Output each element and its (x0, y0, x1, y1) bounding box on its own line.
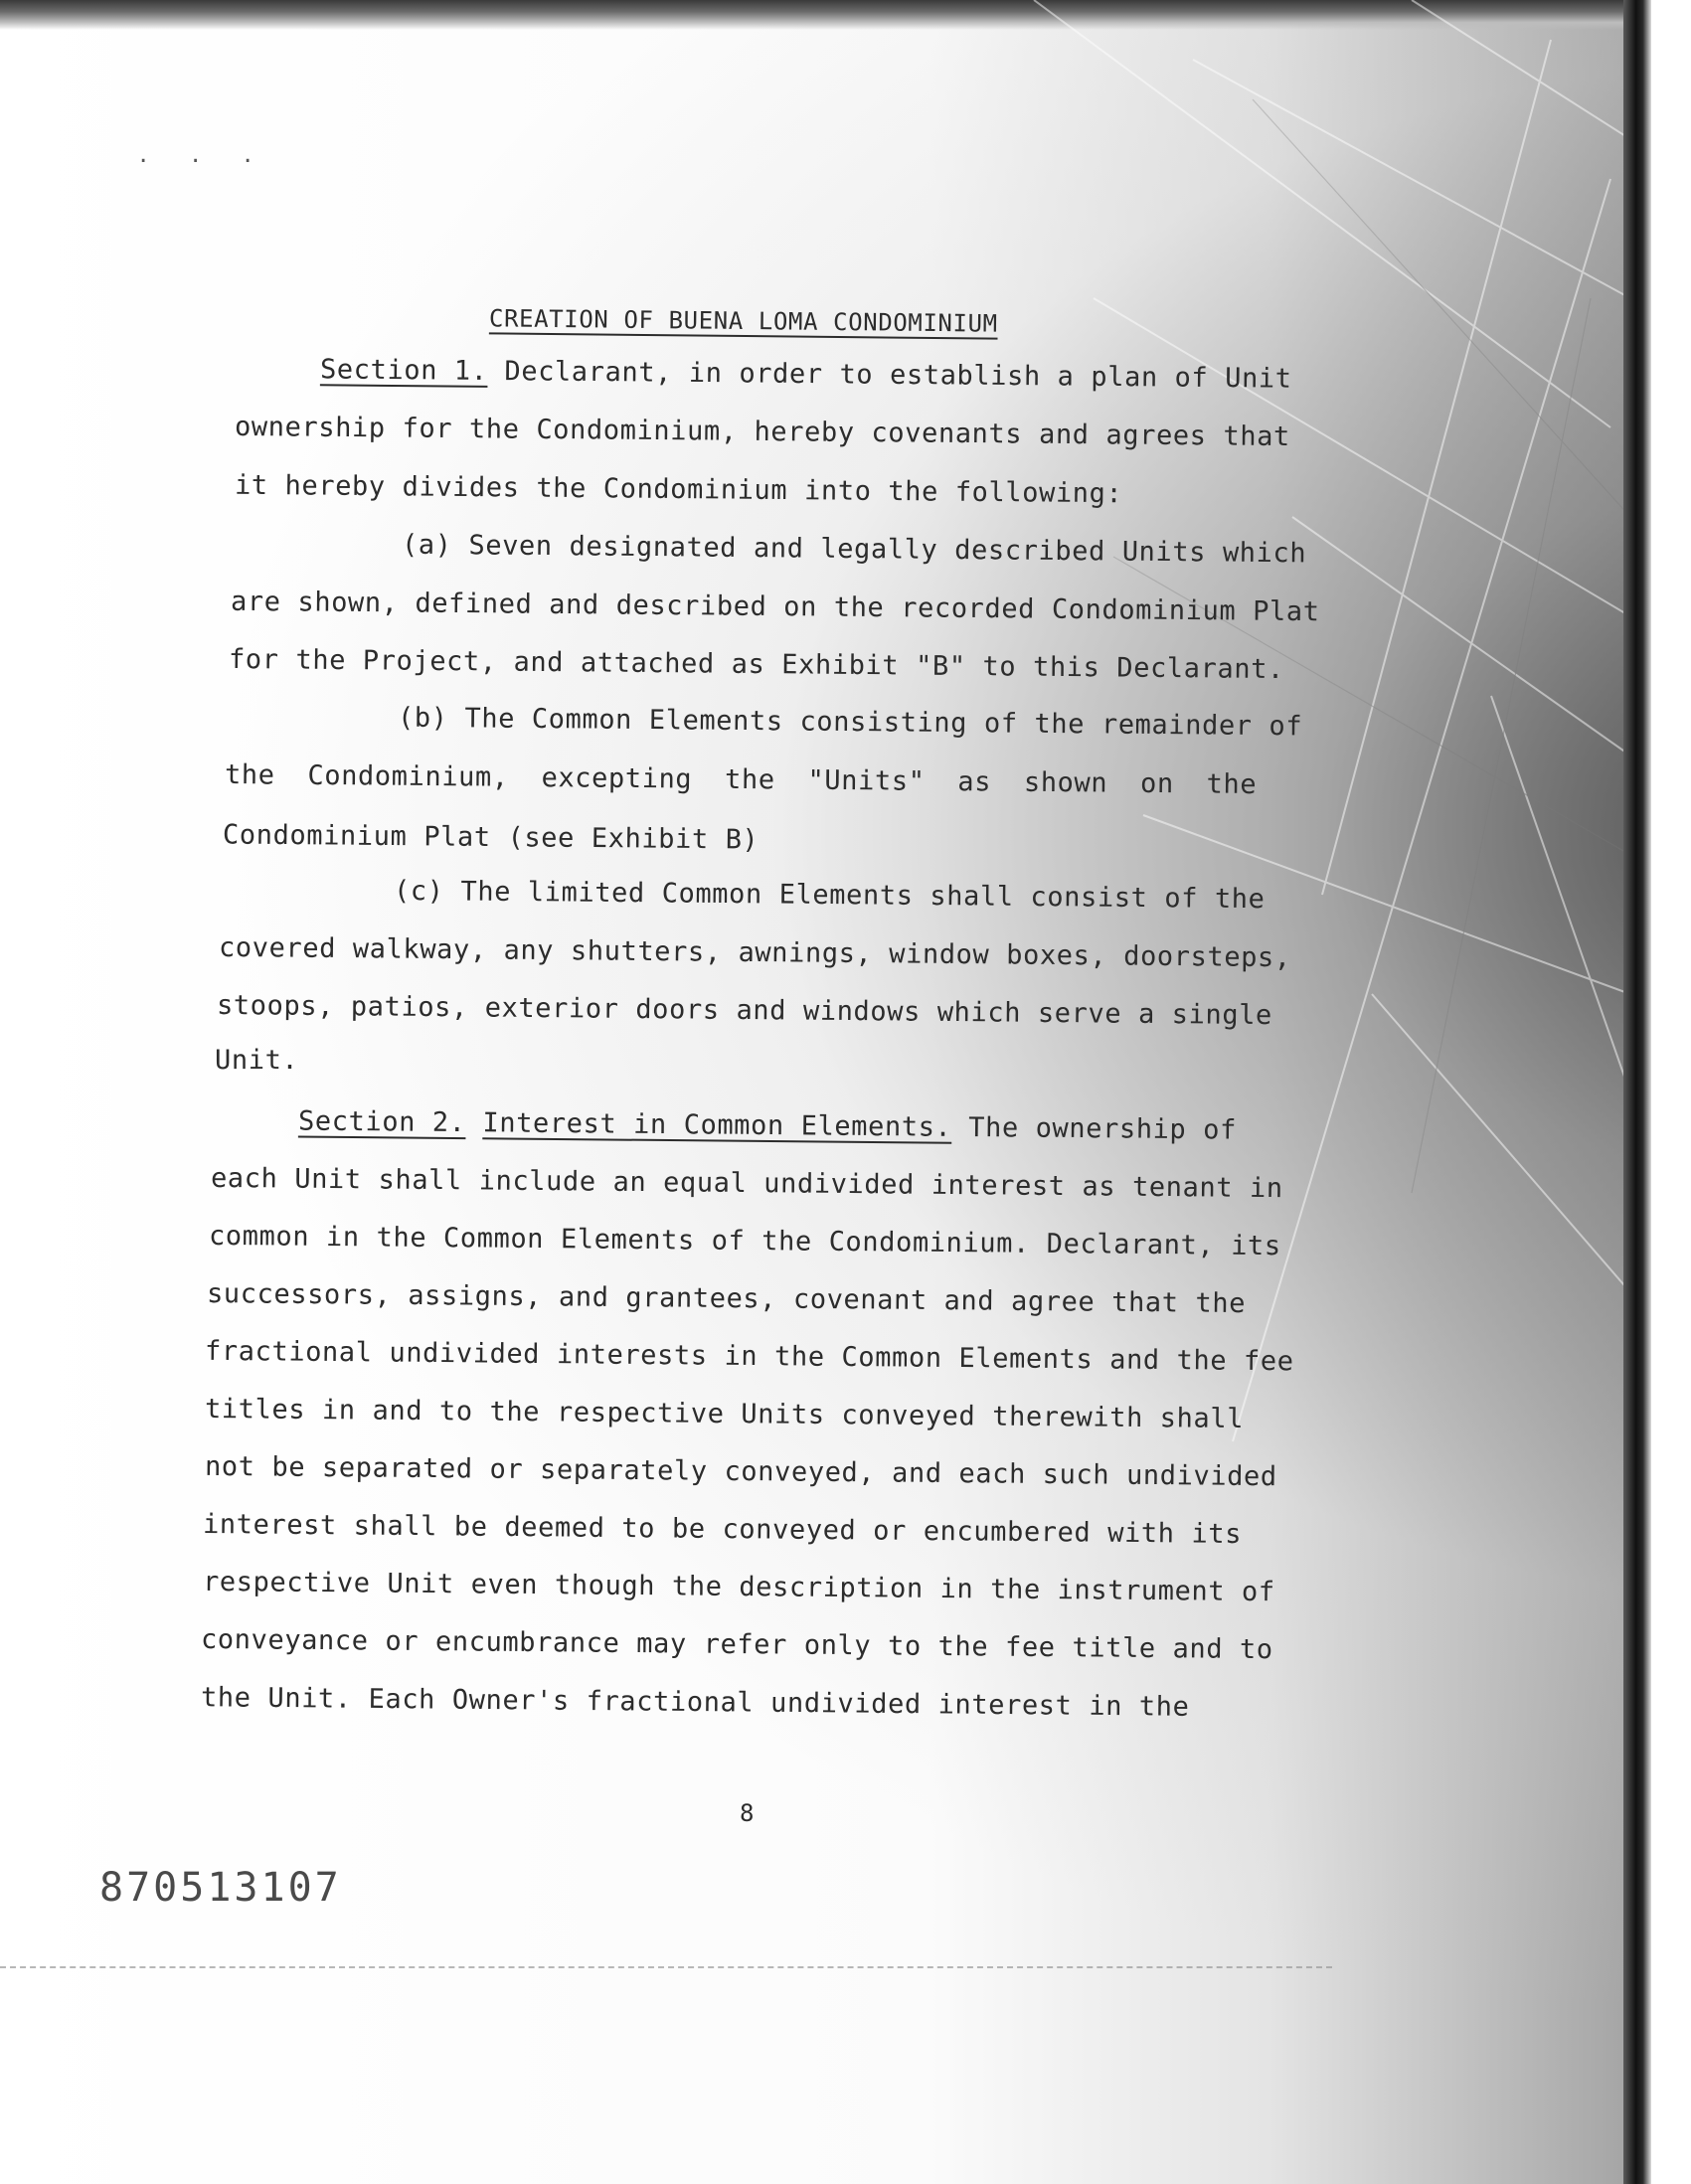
section2-line1-rest: The ownership of (951, 1111, 1238, 1146)
scan-scratches (994, 0, 1630, 1491)
item-b-line: Condominium Plat (see Exhibit B) (222, 819, 760, 856)
section2-line: conveyance or encumbrance may refer only to the fee title and to (200, 1623, 1273, 1666)
item-a-first: (a) Seven designated and legally described Units which (401, 529, 1307, 570)
recording-stamp-number: 870513107 (99, 1865, 342, 1911)
section2-line: the Unit. Each Owner's fractional undivided interest in the (200, 1682, 1190, 1723)
item-a-line: for the Project, and attached as Exhibit "B" to this Declarant. (228, 643, 1285, 686)
section2-line: not be separated or separately conveyed, and each such undivided (204, 1450, 1277, 1493)
item-b-line: the Condominium, excepting the "Units" as shown on the (224, 759, 1258, 800)
section2-line: respective Unit even though the description in the instrument of (202, 1566, 1275, 1608)
margin-dots: . . . (139, 139, 270, 169)
section1-heading: Section 1. (319, 354, 488, 387)
section2-first-line (298, 1106, 1237, 1145)
section1-line: it hereby divides the Condominium into the following: (234, 469, 1123, 510)
scan-right-edge (1623, 0, 1651, 2184)
section2-line: interest shall be deemed to be conveyed or encumbered with its (202, 1508, 1243, 1551)
section2-line: titles in and to the respective Units conveyed therewith shall (204, 1393, 1245, 1435)
item-b-first: (b) The Common Elements consisting of the remainder of (397, 702, 1303, 743)
scan-bottom-dashes (0, 1966, 1332, 1968)
section2-line: fractional undivided interests in the Common Elements and the fee (204, 1335, 1294, 1378)
section2-heading: Section 2. (297, 1105, 466, 1139)
document-title: CREATION OF BUENA LOMA CONDOMINIUM (488, 304, 998, 338)
section2-line: common in the Common Elements of the Condominium. Declarant, its (208, 1220, 1281, 1262)
page-number: 8 (740, 1799, 755, 1827)
section1-line1-rest: Declarant, in order to establish a plan of Unit (487, 355, 1292, 395)
section2-line: successors, assigns, and grantees, covenant and agree that the (206, 1277, 1247, 1320)
section1-line: ownership for the Condominium, hereby covenants and agrees that (234, 411, 1291, 453)
item-a-line: are shown, defined and described on the recorded Condominium Plat (230, 586, 1320, 628)
section2-subheading: Interest in Common Elements. (482, 1107, 952, 1143)
scan-right-margin (1651, 0, 1691, 2184)
item-c-line: stoops, patios, exterior doors and windows which serve a single (216, 989, 1273, 1032)
section2-line: each Unit shall include an equal undivided interest as tenant in (210, 1162, 1283, 1205)
item-c-first: (c) The limited Common Elements shall consist of the (393, 875, 1266, 916)
item-c-line: Unit. (215, 1045, 299, 1076)
item-c-line: covered walkway, any shutters, awnings, window boxes, doorsteps, (218, 931, 1291, 974)
